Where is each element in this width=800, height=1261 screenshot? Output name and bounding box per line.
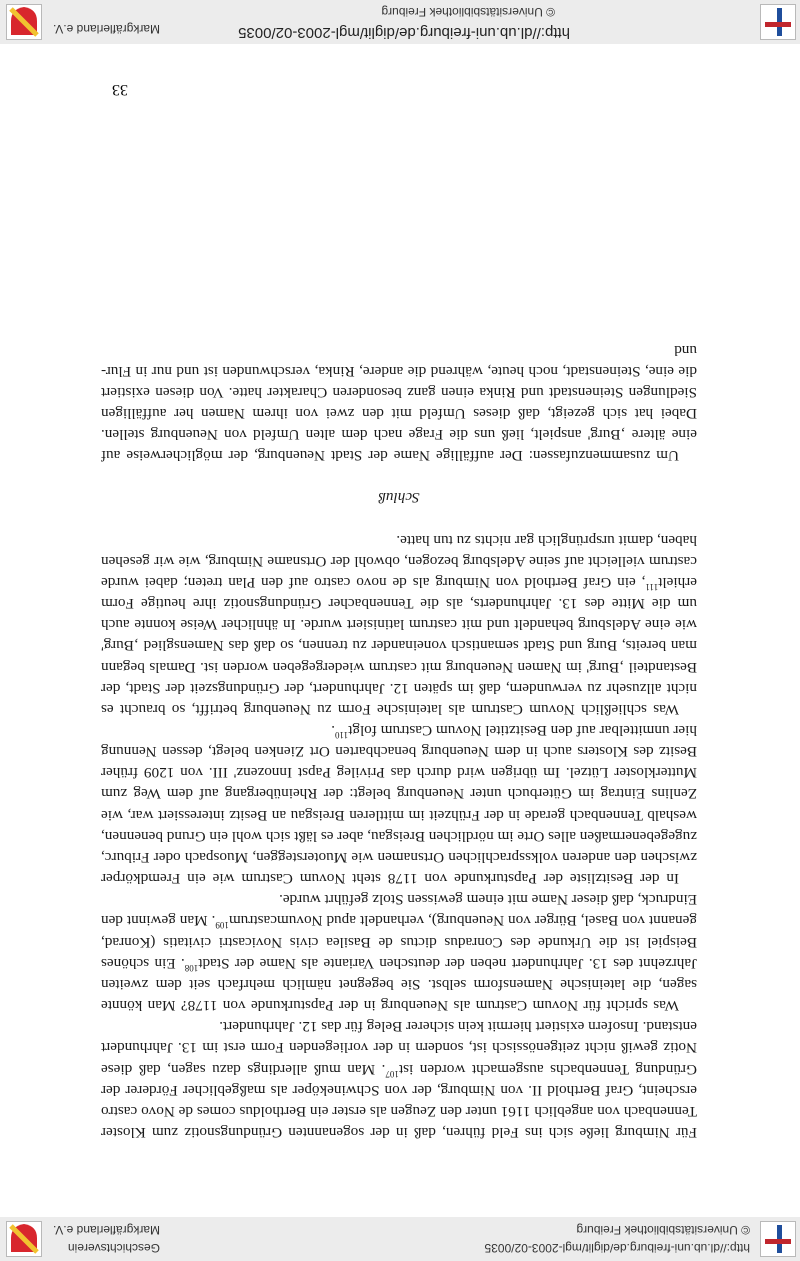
text-run: Was spricht für Novum Castrum als Neuenburg in der Papsturkunde von 1178? Man könnte sagen, die lateinische Namensform selbst. Sie begegnet nämlich mehrfach seit dem zweiten Jahrzehnt des 13. Jahrhundert neben der deutschen Variante als Name der Stadt bbox=[101, 954, 697, 1015]
text-run: Für Nimburg ließe sich ins Feld führen, daß in der sogenannten Gründungsnotiz zum Kloster Tennenbach von angeblich 1161 unter den Zeugen als erster ein Bertholdus comes de Novo castro erscheint, Graf Berthold II. von Nimburg, der von Schwineköper als maßgeblicher Förderer der Gründung Tennenbachs ausgemacht worden ist bbox=[101, 1060, 697, 1141]
footnote-ref[interactable]: 111 bbox=[645, 582, 659, 592]
crest-icon bbox=[7, 1222, 41, 1256]
footnote-ref[interactable]: 109 bbox=[215, 920, 229, 931]
paragraph bbox=[101, 720, 697, 889]
society-line2: Markgräflerland e.V. bbox=[53, 1223, 160, 1237]
crest-icon bbox=[7, 5, 41, 39]
text-run: . bbox=[331, 722, 335, 740]
section-heading: Schluß bbox=[378, 489, 420, 507]
society-crest-logo bbox=[6, 1221, 42, 1257]
ub-logo-icon bbox=[761, 5, 795, 39]
footnote-ref[interactable]: 108 bbox=[184, 962, 199, 973]
text-run: Um zusammenzufassen: Der auffällige Name der Stadt Neuenburg, der möglicherweise auf eine ältere ‚Burg' anspielt, ließ uns die Frage nach dem alten Umfeld von Neuenburg stellen. Dabei hat sich gezeigt, daß dieses Umfeld mit den zwei von ihrem Namen her auffälligen Siedlungen Steinenstadt und Rinka einen ganz besonderen Charakter hatte. Von diesen existiert die eine, Steinenstadt, noch heute, während die andere, Rinka, verschwunden ist und nur in Flur- und bbox=[101, 341, 697, 465]
text-run: . Ein schönes Beispiel ist die Urkunde des Conradus dictus de Basilea civis Novicastri civitatis (Konrad, genannt von Basel, Bürger von Neuenburg), verhandelt apud Novumcastrum bbox=[101, 912, 697, 972]
paragraph bbox=[101, 529, 697, 719]
text-run: . Man gewinnt den Eindruck, daß dieser Name mit einem gewissen Stolz geführt wurde. bbox=[101, 891, 697, 930]
society-name: Markgräflerland e.V. bbox=[53, 22, 160, 36]
text-run: In der Besitzliste der Papsturkunde von 1178 steht Novum Castrum wie ein Fremdkörper zwischen den anderen volkssprachlichen Ortsnamen wie Muotersteggen, Muospach oder Friburc, zugegebenermaßen alles Orte im nördlichen Breisgau, aber es läßt sich wohl ein Grund benennen, weshalb Tennenbach gerade in der Frühzeit im mittleren Breisgau an Besitz interessiert war, wie Zenlins Eintrag im Güterbuch unter Neuenburg belegt: der Rheinübergang auf dem Weg zum Mutterkloster Lützel. Im übrigen wird durch das Privileg Papst Innozenz' III. von 1209 früher Besitz des Klosters auch in dem Neuenburg benachbarten Ort Zienken belegt, dessen Nennung hier unmittelbar auf den Besitztitel Novum Castrum folgt bbox=[101, 722, 697, 888]
bottom-bar bbox=[0, 0, 800, 44]
text-run: , ein Graf Berthold von Nimburg als de novo castro auf den Plan treten; dabei wurde castrum vielleicht auf seine Adelsburg bezogen, obwohl der Ortsname Nimburg, wie wir gesehen haben, damit ursprünglich gar nichts zu tun hatte. bbox=[101, 531, 697, 591]
footer-copyright: © Universitätsbibliothek Freiburg bbox=[381, 5, 555, 19]
ub-logo-icon bbox=[761, 1222, 795, 1256]
paragraph bbox=[101, 339, 697, 466]
text-run: . Man muß allerdings dazu sagen, daß diese Notiz gewiß nicht zeitgenössisch ist, sondern in der vorliegenden Form erst im 13. Jahrhundert entstand. Insofern existiert hiermit kein sicherer Beleg für das 12. Jahrhundert. bbox=[101, 1018, 697, 1078]
paragraph bbox=[101, 889, 697, 1016]
page-number: 33 bbox=[112, 81, 128, 98]
paragraph bbox=[101, 1016, 697, 1143]
ub-freiburg-logo bbox=[760, 1221, 796, 1257]
top-bar bbox=[0, 1217, 800, 1261]
society-line1: Geschichtsverein bbox=[67, 1241, 160, 1255]
ub-freiburg-logo-bottom bbox=[760, 4, 796, 40]
header-copyright: © Universitätsbibliothek Freiburg bbox=[576, 1223, 750, 1237]
footnote-ref[interactable]: 110 bbox=[335, 730, 349, 741]
text-run: Was schließlich Novum Castrum als lateinische Form zu Neuenburg betrifft, so braucht es nicht allzusehr zu verwundern, daß im späten 12. Jahrhundert, der Gründungszeit der Stadt, der Bestandteil ‚Burg' im Namen Neuenburg mit castrum wiedergegeben worden ist. Damals begann man bereits, Burg und Stadt semantisch voneinander zu trennen, so daß das Namensglied ‚Burg' wie eine Adelsburg behandelt und mit castrum latinisiert wurde. In ähnlicher Weise konnte auch um die Mitte des 13. Jahrhunderts, als die Tennenbacher Gründungsnotiz ihre heutige Form erhielt bbox=[101, 573, 697, 718]
article-text bbox=[101, 339, 697, 1143]
document-url[interactable]: http://dl.ub.uni-freiburg.de/diglit/mgl-2003-02/0035 bbox=[238, 24, 570, 41]
footnote-ref[interactable]: 107 bbox=[385, 1068, 399, 1079]
footer-url[interactable]: http://dl.ub.uni-freiburg.de/diglit/mgl-2003-02/0035 bbox=[484, 1241, 750, 1255]
society-crest-logo-bottom bbox=[6, 4, 42, 40]
